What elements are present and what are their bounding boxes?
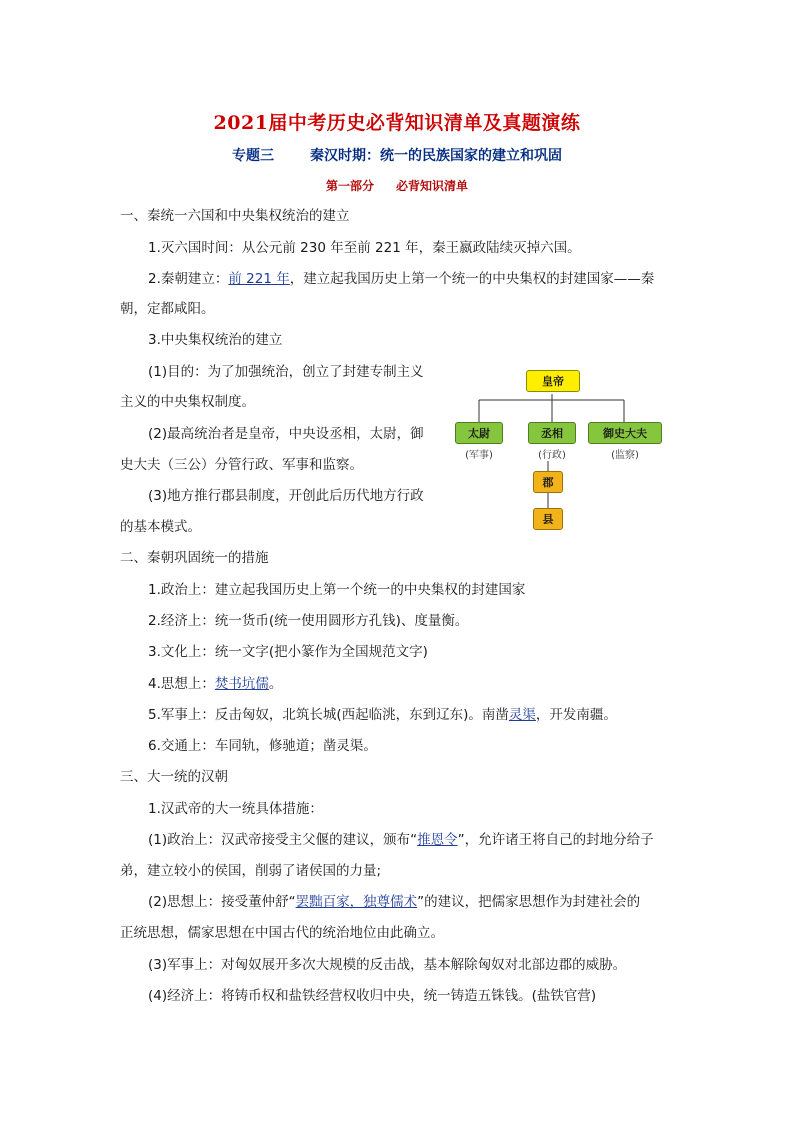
yushi-note: (监察) — [611, 450, 639, 461]
text: ，建立起我国历史上第一个统一的中央集权的封建国家——秦 — [289, 271, 655, 287]
paragraph — [148, 270, 654, 288]
topic-number: 专题三 — [232, 148, 274, 164]
text: 。 — [268, 676, 283, 692]
paragraph: (1)目的：为了加强统治，创立了封建专制主义 — [148, 364, 424, 380]
paragraph — [148, 831, 654, 849]
underlined-term: 焚书坑儒 — [214, 676, 269, 692]
paragraph-continuation: 弟，建立较小的侯国，削弱了诸侯国的力量; — [120, 863, 382, 879]
paragraph: 1.政治上：建立起我国历史上第一个统一的中央集权的封建国家 — [148, 582, 526, 598]
text: 5.军事上：反击匈奴，北筑长城(西起临洮，东到辽东)。南凿 — [148, 707, 509, 723]
topic-title: 秦汉时期：统一的民族国家的建立和巩固 — [310, 148, 562, 164]
paragraph-continuation: 朝，定都咸阳。 — [120, 301, 215, 317]
taiwei-box: 太尉 — [455, 422, 503, 444]
paragraph-continuation: 史大夫（三公）分管行政、军事和监察。 — [120, 457, 363, 473]
underlined-term: 罢黜百家，独尊儒术 — [295, 894, 418, 910]
text: 2.秦朝建立： — [148, 271, 229, 287]
underlined-term: 推恩令 — [417, 832, 458, 848]
underlined-term: 前 221 年 — [228, 271, 290, 287]
paragraph: 2.经济上：统一货币(统一使用圆形方孔钱)、度量衡。 — [148, 613, 469, 629]
section-2-heading: 二、秦朝巩固统一的措施 — [120, 550, 269, 566]
jun-box: 郡 — [533, 471, 563, 493]
text: ”，允许诸王将自己的封地分给子 — [457, 832, 654, 848]
paragraph: 3.文化上：统一文字(把小篆作为全国规范文字) — [148, 644, 428, 660]
text: 4.思想上： — [148, 676, 215, 692]
paragraph: 1.灭六国时间：从公元前 230 年至前 221 年，秦王嬴政陆续灭掉六国。 — [148, 240, 581, 256]
emperor-box: 皇帝 — [526, 370, 580, 392]
paragraph-continuation: 正统思想，儒家思想在中国古代的统治地位由此确立。 — [120, 925, 444, 941]
part-title: 必背知识清单 — [396, 179, 469, 193]
xian-box: 县 — [533, 508, 563, 530]
text: (2)思想上：接受董仲舒“ — [148, 894, 296, 910]
document-title: 2021届中考历史必背知识清单及真题演练 — [213, 112, 581, 134]
text: ”的建议，把儒家思想作为封建社会的 — [417, 894, 641, 910]
chengxiang-note: (行政) — [538, 450, 566, 461]
underlined-term: 灵渠 — [508, 707, 536, 723]
paragraph-continuation: 的基本模式。 — [120, 519, 201, 535]
section-1-heading: 一、秦统一六国和中央集权统治的建立 — [120, 208, 350, 224]
part-number: 第一部分 — [325, 179, 374, 193]
paragraph — [148, 675, 282, 693]
paragraph: (3)地方推行郡县制度，开创此后历代地方行政 — [148, 488, 424, 504]
paragraph: 3.中央集权统治的建立 — [148, 332, 283, 348]
text: ，开发南疆。 — [535, 707, 617, 723]
section-3-heading: 三、大一统的汉朝 — [120, 769, 228, 785]
paragraph-continuation: 主义的中央集权制度。 — [120, 394, 255, 410]
paragraph: 6.交通上：车同轨，修驰道；凿灵渠。 — [148, 738, 377, 754]
taiwei-note: (军事) — [465, 450, 493, 461]
government-structure-diagram — [452, 366, 676, 536]
chengxiang-box: 丞相 — [528, 422, 576, 444]
yushi-box: 御史大夫 — [588, 422, 662, 444]
paragraph — [148, 706, 617, 724]
paragraph — [148, 893, 640, 911]
text: (1)政治上：汉武帝接受主父偃的建议，颁布“ — [148, 832, 418, 848]
paragraph: (3)军事上：对匈奴展开多次大规模的反击战，基本解除匈奴对北部边郡的威胁。 — [148, 957, 627, 973]
paragraph: 1.汉武帝的大一统具体措施： — [148, 801, 323, 817]
topic-heading — [0, 145, 794, 165]
paragraph: (2)最高统治者是皇帝，中央设丞相，太尉，御 — [148, 426, 424, 442]
part-heading — [0, 177, 794, 194]
paragraph: (4)经济上：将铸币权和盐铁经营权收归中央，统一铸造五铢钱。(盐铁官营) — [148, 988, 597, 1004]
